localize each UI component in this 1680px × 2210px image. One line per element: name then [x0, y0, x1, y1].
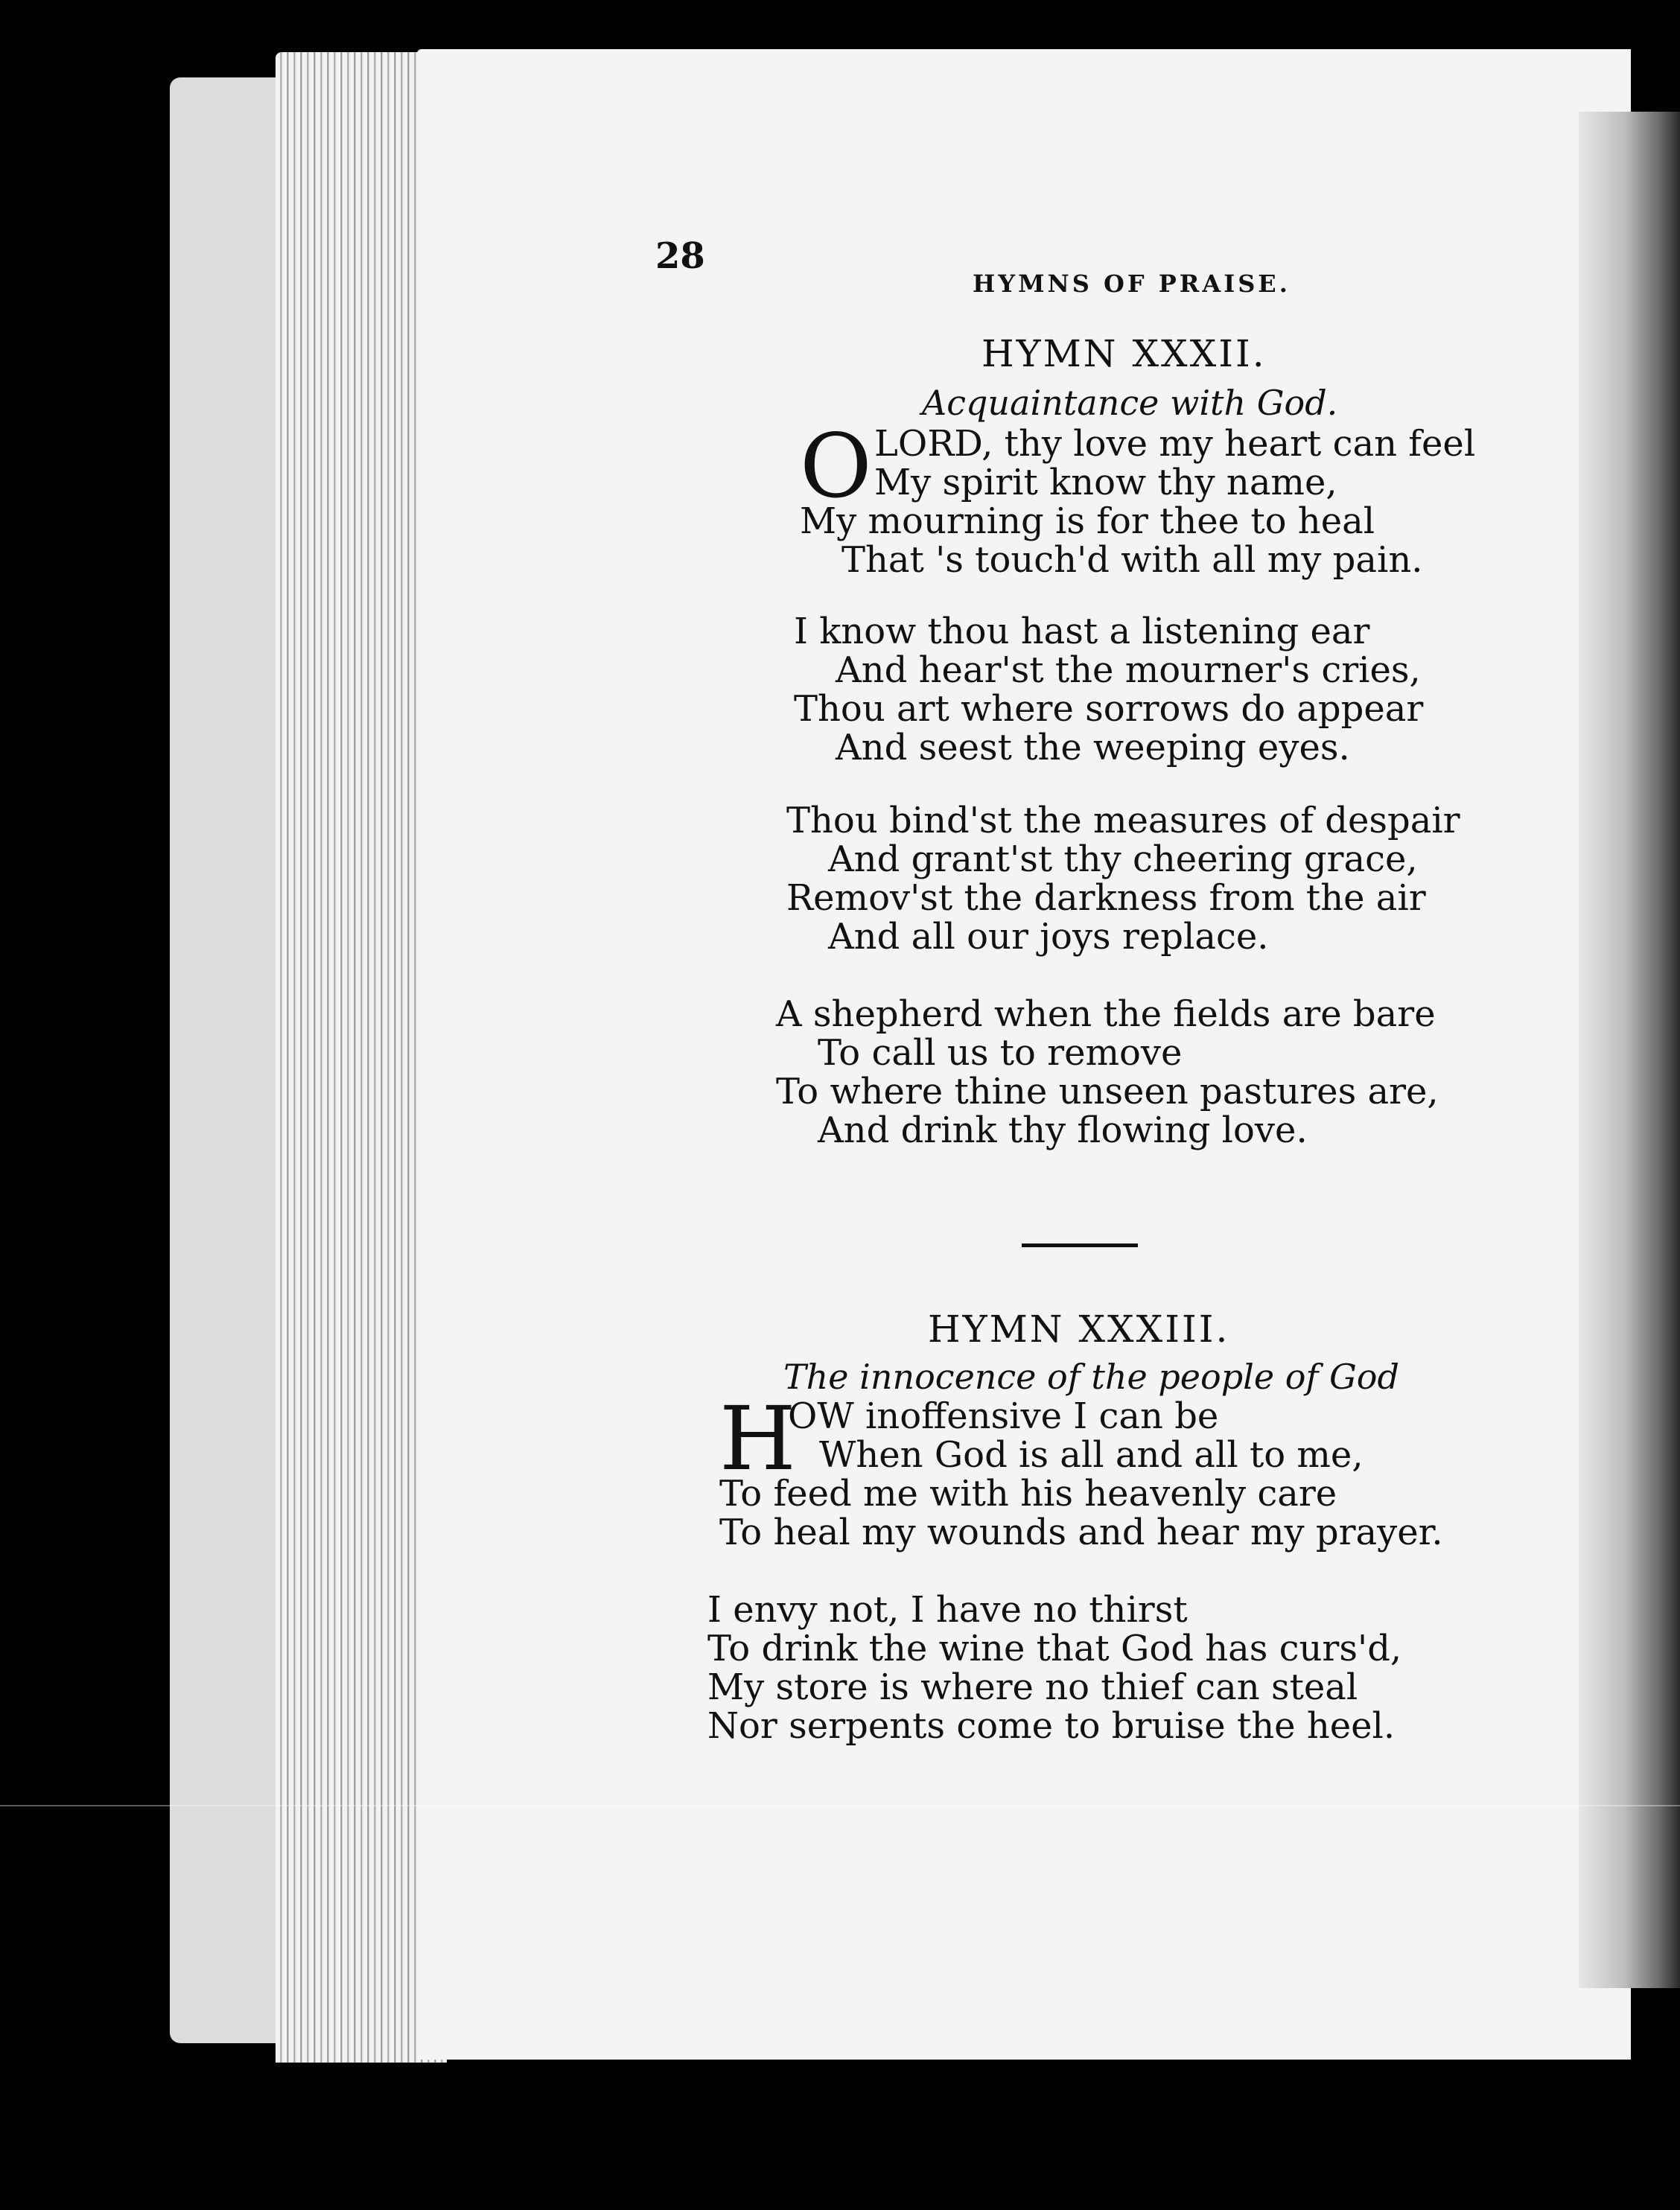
hymn-title: HYMN XXXII. [981, 332, 1267, 375]
verse-line: To where thine unseen pastures are, [776, 1071, 1439, 1112]
page-gutter-shadow [1579, 112, 1680, 1988]
section-divider [1022, 1243, 1138, 1247]
running-head: HYMNS OF PRAISE. [973, 270, 1291, 298]
verse-line: Nor serpents come to bruise the heel. [707, 1705, 1396, 1747]
verse-line: To drink the wine that God has curs'd, [707, 1628, 1402, 1669]
verse-line: And grant'st thy cheering grace, [828, 838, 1418, 880]
verse-line: And hear'st the mourner's cries, [836, 649, 1421, 691]
hymn-subtitle: Acquaintance with God. [922, 383, 1338, 423]
verse-line: I know thou hast a listening ear [794, 611, 1370, 652]
stanza [719, 1387, 1443, 1553]
stanza [786, 801, 1460, 956]
verse-line: My spirit know thy name, [874, 462, 1337, 503]
page-number: 28 [655, 235, 705, 277]
stanza [707, 1590, 1401, 1745]
verse-line: To feed me with his heavenly care [719, 1473, 1337, 1515]
verse-line: Thou art where sorrows do appear [794, 688, 1424, 730]
scan-line [0, 1805, 1680, 1806]
verse-line: LORD, thy love my heart can feel [874, 423, 1476, 465]
verse-line: A shepherd when the fields are bare [776, 993, 1436, 1035]
hymn-title: HYMN XXXIII. [928, 1308, 1230, 1351]
hymn-subtitle: The innocence of the people of God [783, 1357, 1399, 1397]
verse-line: To call us to remove [818, 1032, 1183, 1074]
verse-line: To heal my wounds and hear my prayer. [719, 1512, 1443, 1553]
drop-cap: H [719, 1387, 796, 1490]
verse-line: Thou bind'st the measures of despair [786, 800, 1460, 841]
verse-line: When God is all and all to me, [819, 1434, 1364, 1476]
verse-line: Remov'st the darkness from the air [786, 877, 1426, 919]
verse-line: And seest the weeping eyes. [836, 727, 1350, 768]
verse-line: I envy not, I have no thirst [707, 1589, 1188, 1631]
verse-line: My mourning is for thee to heal [800, 500, 1375, 542]
drop-cap: O [800, 415, 872, 518]
verse-line: That 's touch'd with all my pain. [841, 539, 1423, 581]
stanza [794, 612, 1423, 767]
verse-line: And drink thy flowing love. [818, 1109, 1308, 1151]
stanza [800, 415, 1476, 581]
stanza [776, 995, 1439, 1150]
verse-line: My store is where no thief can steal [707, 1666, 1358, 1708]
verse-line: OW inoffensive I can be [788, 1395, 1219, 1437]
verse-line: And all our joys replace. [828, 916, 1269, 958]
